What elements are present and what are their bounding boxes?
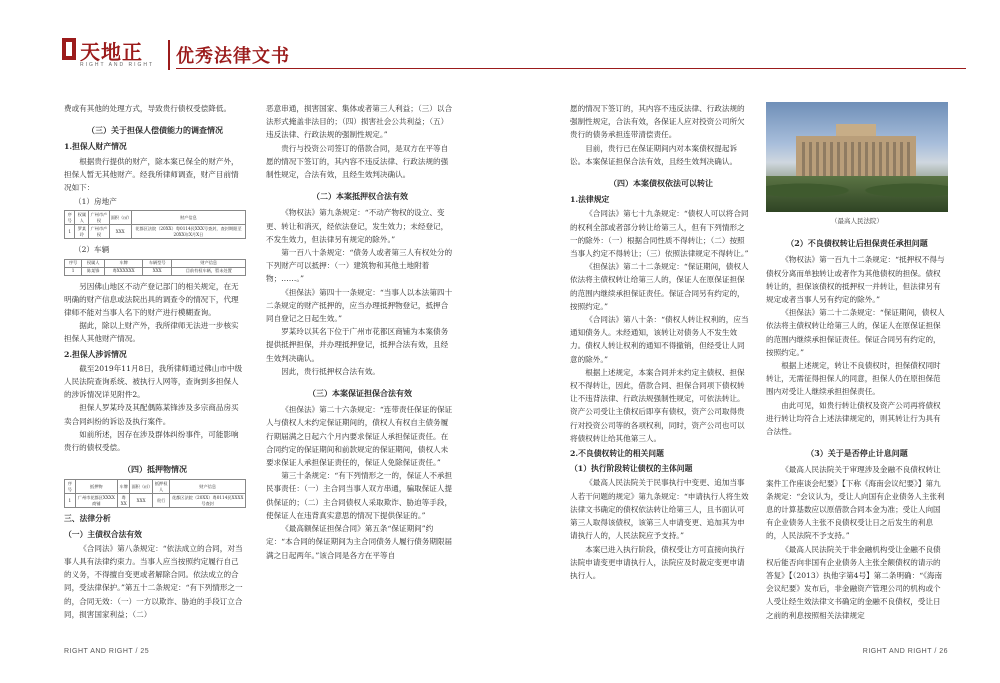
paragraph: 《最高人民法院关于审理涉及金融不良债权转让案件工作座谈会纪要》【下称《海南会议纪要》】第九条规定：“会议认为，受让人向国有企业债务人主张利息的计算基数应以原借款合同本金为准；受让人向国有企业债务人主张不良债权受让日之后发生的利息的，人民法院不予支持。” xyxy=(766,465,945,541)
table-cell: 1 xyxy=(65,494,76,508)
paragraph: 《物权法》第一百九十二条规定：“抵押权不得与债权分离而单独转让或者作为其他债权的担保。债权转让的，担保该债权的抵押权一并转让，但法律另有规定或者当事人另有约定的除外。” xyxy=(766,255,945,305)
vehicle-table xyxy=(64,259,246,276)
paragraph: 目前，贵行已在保证期间内对本案债权提起诉讼。本案保证担保合法有效，且经生效判决确认。 xyxy=(570,143,738,166)
page-header xyxy=(0,0,1000,80)
header-divider xyxy=(168,40,170,70)
logo-text: 天地正 xyxy=(80,40,143,64)
table-cell: 贵行 xyxy=(152,494,170,508)
table-header-cell: 抵押权人 xyxy=(152,480,170,494)
property-table xyxy=(64,210,246,239)
paragraph: 由此可见，如贵行转让债权及资产公司再将债权进行转让均符合上述法律规定的，则其转让行为具有合法性。 xyxy=(766,400,941,437)
table-header-cell: 财产信息 xyxy=(172,259,246,267)
paragraph: 《合同法》第七十九条规定：“债权人可以将合同的权利全部或者部分转让给第三人，但有下列情形之一的除外：（一）根据合同性质不得转让；（二）按照当事人约定不得转让；（三）依照法律规定不得转让。” xyxy=(570,209,749,259)
table-header-cell: 车辆型号 xyxy=(142,259,172,267)
table-header-cell: 车牌 xyxy=(118,480,130,494)
section-heading: （四）抵押物情况 xyxy=(123,464,187,475)
paragraph: 恶意串通，损害国家、集体或者第三人利益；（三）以合法形式掩盖非法目的；（四）损害社会公共利益；（五）违反法律、行政法规的强制性规定。” xyxy=(266,104,453,140)
table-header-cell: 财产信息 xyxy=(170,480,246,494)
paragraph: 愿的情况下签订的，其内容不违反法律、行政法规的强制性规定，合法有效，各保证人应对投资公司所欠贵行的债务承担连带清偿责任。 xyxy=(570,104,745,140)
paragraph: 另因佛山地区不动产登记部门的相关规定，在无明确的财产信息或法院出具的调查令的情况下，代理律师不能对当事人名下的财产进行模糊查询。 xyxy=(64,281,239,318)
table-cell: XXX xyxy=(109,225,131,239)
table-header-cell: 权属人 xyxy=(82,259,105,267)
section-heading: （三）关于担保人偿债能力的调查情况 xyxy=(87,125,223,136)
table-header-cell: 面积（㎡） xyxy=(109,211,131,225)
paragraph: 《担保法》第二十六条规定：“连带责任保证的保证人与债权人未约定保证期间的，债权人有权自主债务履行期届满之日起六个月内要求保证人承担保证责任。在合同约定的保证期间和前款规定的保证期间，债权人未要求保证人承担保证责任的，保证人免除保证责任。” xyxy=(266,405,453,468)
building-windows xyxy=(802,142,910,176)
supreme-court-photo xyxy=(766,102,948,212)
logo-subtitle: RIGHT AND RIGHT xyxy=(80,62,155,68)
paragraph: 据此，除以上财产外，我所律师无法进一步核实担保人其他财产情况。 xyxy=(64,321,239,344)
subsection-heading: （一）主债权合法有效 xyxy=(64,529,142,539)
paragraph: 《合同法》第八十条：“债权人转让权利的，应当通知债务人。未经通知，该转让对债务人不发生效力。债权人转让权利的通知不得撤销，但经受让人同意的除外。” xyxy=(570,315,749,364)
table-header-cell: 序号 xyxy=(65,211,75,225)
paragraph: 第三十条规定：“有下列情形之一的，保证人不承担民事责任：（一）主合同当事人双方串通，骗取保证人提供保证的；（二）主合同债权人采取欺诈、胁迫等手段，使保证人在违背真实意思的情况下提供保证的。” xyxy=(266,471,453,520)
table-cell: 花都区法院（20XX）粤0114民XXXX号查封 xyxy=(170,494,246,508)
subsection-heading: 1.法律规定 xyxy=(570,195,610,205)
table-row xyxy=(65,267,246,275)
subsection-heading: 1.担保人财产情况 xyxy=(64,142,127,152)
section-heading: （3）关于是否停止计息问题 xyxy=(806,448,908,459)
table-cell: 陈某锋 xyxy=(82,267,105,275)
paragraph: 根据贵行提供的财产，除本案已保全的财产外，担保人暂无其他财产。经我所律师调查，财产目前情况如下： xyxy=(64,156,239,193)
table-row xyxy=(65,225,246,239)
table-header-cell: 序号 xyxy=(65,480,76,494)
logo xyxy=(62,36,162,76)
paragraph: 如前所述，因存在涉及群体纠纷事件，可能影响贵行的债权受偿。 xyxy=(64,429,239,453)
table-cell: 1 xyxy=(65,267,82,275)
paragraph: 费或有其他的处理方式，导致贵行债权受偿降低。 xyxy=(64,104,232,113)
trees xyxy=(766,176,948,212)
table-cell: XXX xyxy=(130,494,152,508)
table-cell: 广州市花都区XXXX商铺 xyxy=(75,494,117,508)
table-cell: 目前有权车辆，暂未处置 xyxy=(172,267,246,275)
table-cell: 粤XX xyxy=(118,494,130,508)
paragraph: 截至2019年11月8日，我所律师通过佛山市中级人民法院查询系统、被执行人网等，查询到多担保人的涉诉情况详见附件2。 xyxy=(64,363,243,400)
section-heading: （二）本案抵押权合法有效 xyxy=(312,191,408,202)
table-header-cell: 面积（㎡） xyxy=(130,480,152,494)
table-row xyxy=(65,494,246,508)
paragraph: 《担保法》第二十二条规定：“保证期间，债权人依法将主债权转让给第三人的，保证人在原保证担保的范围内继续承担保证责任。保证合同另有约定的，按照约定。” xyxy=(766,308,945,357)
section-heading: （四）本案债权依法可以转让 xyxy=(609,178,713,189)
logo-mark-icon xyxy=(62,38,76,60)
paragraph: 《担保法》第四十一条规定：“当事人以本法第四十二条规定的财产抵押的，应当办理抵押物登记，抵押合同自登记之日起生效。” xyxy=(266,287,453,324)
paragraph: 担保人罗某玲及其配偶陈某锋涉及多宗商品房买卖合同纠纷的诉讼及执行案件。 xyxy=(64,403,239,426)
photo-caption: （最高人民法院） xyxy=(831,217,883,225)
footer-page-left: RIGHT AND RIGHT / 25 xyxy=(64,648,150,655)
table-header-cell: 抵押物 xyxy=(75,480,117,494)
subsection-heading: 2.不良债权转让的相关问题 xyxy=(570,449,664,459)
text-column-2 xyxy=(266,102,454,562)
section-heading: 三、法律分析 xyxy=(64,514,111,524)
item-heading: （2）车辆 xyxy=(74,245,110,255)
table-cell: 粤XXXXXX xyxy=(105,267,143,275)
table-header-cell: 序号 xyxy=(65,259,82,267)
table-cell: 花都区法院（20XX）粤0114民XXX号查封，查封期限至20XX年X月X日 xyxy=(131,225,245,239)
column-title: 优秀法律文书 xyxy=(176,46,290,67)
subsection-heading: （1）执行阶段转让债权的主体问题 xyxy=(570,464,693,474)
paragraph: 《担保法》第二十二条规定：“保证期间，债权人依法将主债权转让给第三人的，保证人在原保证担保的范围内继续承担保证责任。保证合同另有约定的，按照约定。” xyxy=(570,262,749,311)
text-column-1 xyxy=(64,102,246,621)
collateral-table xyxy=(64,479,246,508)
paragraph: 因此，贵行抵押权合法有效。 xyxy=(281,366,380,376)
subsection-heading: 2.担保人涉诉情况 xyxy=(64,349,127,359)
footer-page-right: RIGHT AND RIGHT / 26 xyxy=(862,648,948,655)
table-header-cell: 广州市产权 xyxy=(90,211,108,223)
item-heading: （1）房地产 xyxy=(74,197,117,207)
paragraph: 《物权法》第九条规定：“不动产物权的设立、变更、转让和消灭，经依法登记，发生效力；未经登记，不发生效力，但法律另有规定的除外。” xyxy=(266,208,449,244)
table-cell: 罗某玲 xyxy=(75,225,89,239)
paragraph: 《最高人民法院关于民事执行中变更、追加当事人若干问题的规定》第九条规定：“申请执行人将生效法律文书确定的债权依法转让给第三人，且书面认可第三人取得该债权，该第三人申请变更、追加其为申请执行人的，人民法院应予支持。” xyxy=(570,478,749,541)
paragraph: 本案已进入执行阶段，债权受让方可直接向执行法院申请变更申请执行人，法院应及时裁定变更申请执行人。 xyxy=(570,544,745,580)
table-cell: 广州市产权 xyxy=(90,225,108,237)
table-cell: 1 xyxy=(65,225,75,239)
paragraph: 第一百八十条规定：“债务人或者第三人有权处分的下列财产可以抵押：（一）建筑物和其他土地附着物；……。” xyxy=(266,248,453,284)
paragraph: 《最高额保证担保合同》第五条“保证期间”约定：“本合同的保证期间为主合同债务人履行债务期限届满之日起两年。”该合同是各方在平等自 xyxy=(266,524,453,560)
header-rule xyxy=(176,68,966,69)
table-header-cell: 权属人 xyxy=(75,211,89,225)
paragraph: 根据上述规定，转让不良债权时，担保债权同时转让，无需征得担保人的同意，担保人仍在原担保范围内对受让人继续承担担保责任。 xyxy=(766,361,941,397)
section-heading: （三）本案保证担保合法有效 xyxy=(308,388,412,399)
paragraph: 根据上述规定，本案合同并未约定主债权、担保权不得转让，因此，借款合同、担保合同项下债权转让不违背法律、行政法规强制性规定，可依法转让。资产公司受让主债权后即享有债权，资产公司取得贵行对投资公司等的各项权利，同时，资产公司也可以将债权转让给其他第三人。 xyxy=(570,367,745,443)
table-header-cell: 财产信息 xyxy=(131,211,245,225)
text-column-4 xyxy=(766,102,948,622)
section-heading: （2）不良债权转让后担保责任承担问题 xyxy=(786,238,928,249)
text-column-3 xyxy=(570,102,752,582)
table-header-cell: 车牌 xyxy=(105,259,143,267)
paragraph: 贵行与投资公司签订的借款合同，是双方在平等自愿的情况下签订的，其内容不违反法律、行政法规的强制性规定，合法有效，且经生效判决确认。 xyxy=(266,143,449,180)
paragraph: 《合同法》第八条规定：“依法成立的合同，对当事人具有法律约束力。当事人应当按照约定履行自己的义务，不得擅自变更或者解除合同。依法成立的合同，受法律保护。”第五十二条规定：“有下列情形之一的，合同无效：（一）一方以欺诈、胁迫的手段订立合同，损害国家利益；（二） xyxy=(64,543,243,619)
table-cell: XXX xyxy=(142,267,172,275)
paragraph: 罗某玲以其名下位于广州市花都区商铺为本案债务提供抵押担保，并办理抵押登记，抵押合法有效，且经生效判决确认。 xyxy=(266,327,449,363)
paragraph: 《最高人民法院关于非金融机构受让金融不良债权后能否向非国有企业债务人主张全额债权的请示的答复》【（2013）执他字第4号】第二条明确：“《海南会议纪要》发布后，非金融资产管理公司的机构或个人受让经生效法律文书确定的金融不良债权，受让日之前的利息按照相关法律规定 xyxy=(766,544,943,620)
